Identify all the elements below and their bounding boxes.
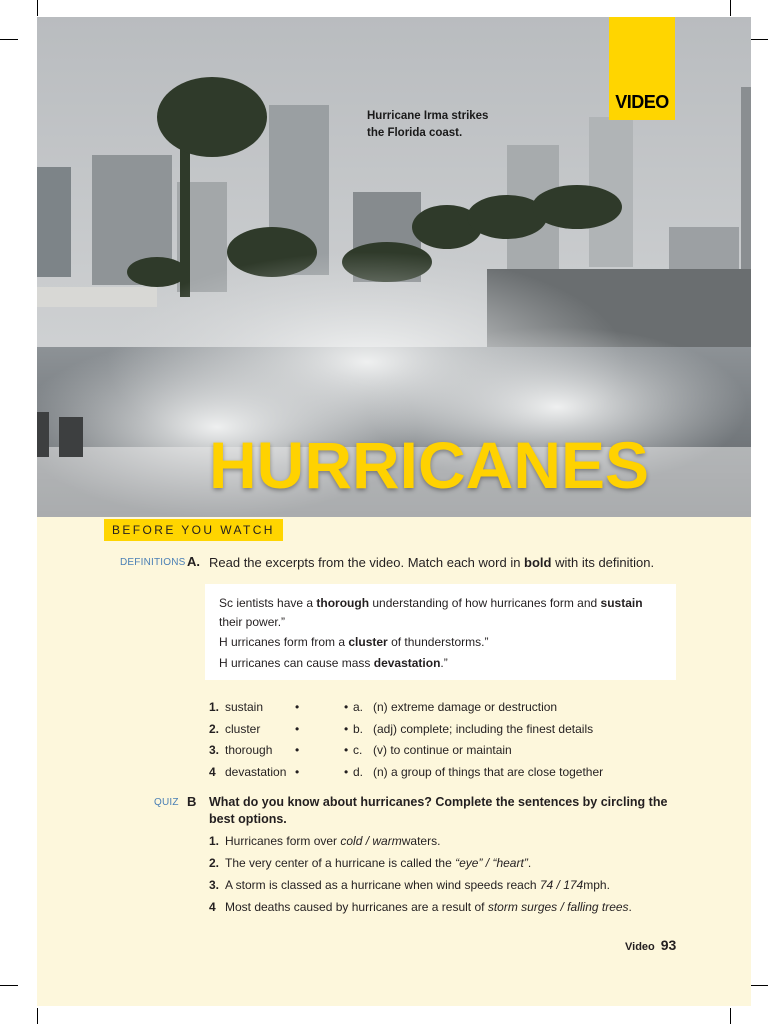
match-dot[interactable]: • bbox=[344, 765, 349, 779]
quiz-item bbox=[209, 897, 632, 917]
match-dot[interactable]: • bbox=[295, 765, 300, 779]
question-a-bold-word: bold bbox=[524, 555, 552, 570]
match-word-row bbox=[209, 762, 300, 782]
quiz-item bbox=[209, 831, 440, 851]
crop-mark bbox=[730, 1008, 731, 1024]
definition-text: (n) extreme damage or destruction bbox=[373, 700, 558, 714]
crop-mark bbox=[37, 1008, 38, 1024]
quiz-text-end: . bbox=[628, 900, 632, 914]
photo-caption bbox=[367, 108, 507, 142]
match-number: 2. bbox=[209, 722, 220, 736]
section-banner: BEFORE YOU WATCH bbox=[104, 519, 283, 541]
excerpt-1-mid: understanding of how hurricanes form and bbox=[369, 596, 601, 610]
quiz-number: 2. bbox=[209, 856, 220, 870]
excerpt-1-bold-thorough: thorough bbox=[316, 596, 370, 610]
folio-label: Video bbox=[625, 941, 655, 953]
page-title: HURRICANES bbox=[209, 428, 650, 502]
quiz-options[interactable]: “eye” / “heart” bbox=[455, 856, 528, 870]
quiz-text-start: The very center of a hurricane is called the bbox=[225, 856, 452, 870]
photo-caption-line1: Hurricane Irma strikes bbox=[367, 110, 489, 122]
question-a-text-start: Read the excerpts from the video. Match each word in bbox=[209, 555, 525, 570]
excerpt-3 bbox=[219, 653, 662, 674]
excerpt-2-post: of thunderstorms.” bbox=[387, 635, 489, 649]
question-a-letter: A. bbox=[187, 554, 200, 569]
crop-mark bbox=[37, 0, 38, 16]
definition-text: (v) to continue or maintain bbox=[373, 743, 512, 757]
page-folio bbox=[625, 937, 676, 953]
definition-row bbox=[344, 719, 593, 739]
match-number: 3. bbox=[209, 743, 220, 757]
quiz-number: 4 bbox=[209, 900, 216, 914]
question-a-text-end: with its definition. bbox=[551, 555, 655, 570]
definition-letter: a. bbox=[353, 700, 364, 714]
quiz-options[interactable]: storm surges / falling trees bbox=[487, 900, 629, 914]
definition-row bbox=[344, 740, 512, 760]
video-tab bbox=[609, 17, 675, 120]
quiz-text-end: mph. bbox=[583, 878, 610, 892]
excerpt-2-pre: H urricanes form from a bbox=[219, 635, 349, 649]
excerpt-2 bbox=[219, 632, 662, 653]
quiz-options[interactable]: cold / warm bbox=[340, 834, 402, 848]
crop-mark bbox=[750, 985, 768, 986]
textbook-page bbox=[37, 17, 751, 1006]
definition-text: (adj) complete; including the finest details bbox=[373, 722, 594, 736]
photo-caption-line2: the Florida coast. bbox=[367, 127, 463, 139]
definition-row bbox=[344, 762, 603, 782]
question-b-letter: B bbox=[187, 794, 197, 809]
hurricane-photo bbox=[37, 17, 751, 517]
match-word-row bbox=[209, 740, 300, 760]
quiz-number: 1. bbox=[209, 834, 220, 848]
match-word: devastation bbox=[225, 765, 287, 779]
match-word: thorough bbox=[225, 743, 273, 757]
definition-letter: d. bbox=[353, 765, 364, 779]
match-dot[interactable]: • bbox=[344, 722, 349, 736]
match-word: sustain bbox=[225, 700, 264, 714]
excerpt-3-bold-devastation: devastation bbox=[373, 656, 441, 670]
quiz-text-start: Most deaths caused by hurricanes are a result of bbox=[225, 900, 485, 914]
match-number: 1. bbox=[209, 700, 220, 714]
crop-mark bbox=[730, 0, 731, 16]
excerpt-1-bold-sustain: sustain bbox=[600, 596, 643, 610]
match-dot[interactable]: • bbox=[295, 743, 300, 757]
question-b-text bbox=[209, 794, 667, 828]
quiz-number: 3. bbox=[209, 878, 220, 892]
match-number: 4 bbox=[209, 765, 216, 779]
question-b-line2: best options. bbox=[209, 812, 287, 826]
question-b-line1: What do you know about hurricanes? Complete the sentences by circling the bbox=[209, 795, 668, 809]
excerpt-3-post: .” bbox=[440, 656, 448, 670]
question-a-text bbox=[209, 554, 654, 571]
excerpt-1 bbox=[219, 594, 662, 613]
excerpt-1-pre: Sc ientists have a bbox=[219, 596, 317, 610]
quiz-text-end: . bbox=[527, 856, 532, 870]
match-word-row bbox=[209, 719, 300, 739]
definition-letter: b. bbox=[353, 722, 364, 736]
crop-mark bbox=[0, 39, 18, 40]
crop-mark bbox=[750, 39, 768, 40]
definition-letter: c. bbox=[353, 743, 363, 757]
definition-row bbox=[344, 697, 557, 717]
excerpt-2-bold-cluster: cluster bbox=[348, 635, 388, 649]
match-dot[interactable]: • bbox=[295, 700, 300, 714]
quiz-options[interactable]: 74 / 174 bbox=[539, 878, 584, 892]
match-word-row bbox=[209, 697, 300, 717]
match-dot[interactable]: • bbox=[344, 700, 349, 714]
match-dot[interactable]: • bbox=[344, 743, 349, 757]
video-tab-label: VIDEO bbox=[615, 92, 669, 112]
quiz-label: QUIZ bbox=[154, 797, 179, 808]
match-word: cluster bbox=[225, 722, 261, 736]
excerpt-box bbox=[205, 584, 676, 680]
excerpt-1-continuation: their power.” bbox=[219, 615, 286, 629]
match-dot[interactable]: • bbox=[295, 722, 300, 736]
crop-mark bbox=[0, 985, 18, 986]
excerpt-3-pre: H urricanes can cause mass bbox=[219, 656, 374, 670]
definition-text: (n) a group of things that are close together bbox=[373, 765, 604, 779]
page-number: 93 bbox=[660, 937, 677, 953]
quiz-text-end: waters. bbox=[401, 834, 441, 848]
definitions-label: DEFINITIONS bbox=[120, 557, 186, 568]
quiz-text-start: A storm is classed as a hurricane when wind speeds reach bbox=[225, 878, 537, 892]
quiz-text-start: Hurricanes form over bbox=[225, 834, 338, 848]
quiz-item bbox=[209, 853, 531, 873]
quiz-item bbox=[209, 875, 610, 895]
